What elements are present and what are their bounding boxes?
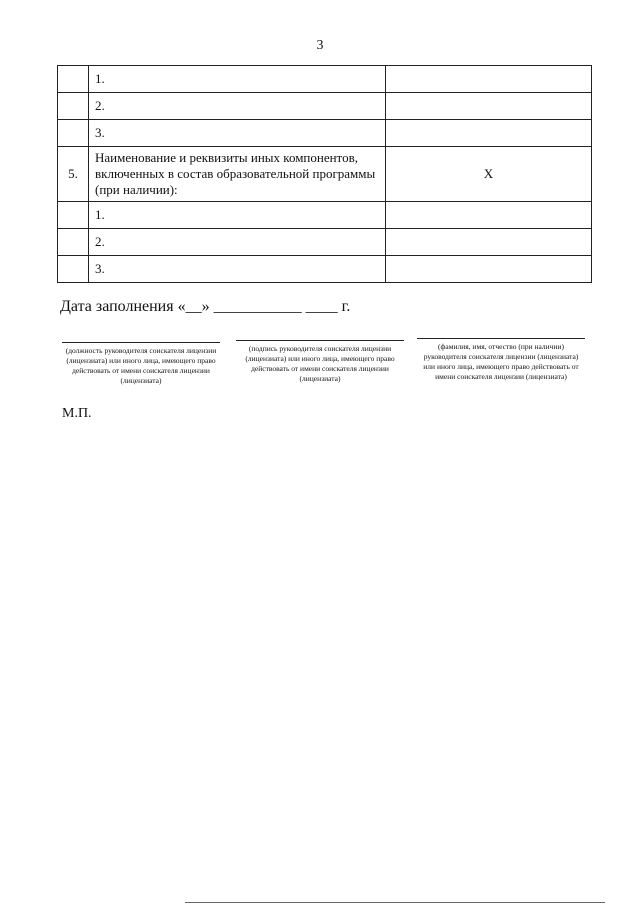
fill-date-line: Дата заполнения «__» ___________ ____ г. bbox=[60, 298, 351, 315]
row-text-cell: 2. bbox=[89, 93, 386, 120]
signature-caption: (фамилия, имя, отчество (при наличии) руководителя соискателя лицензии (лицензиата) или иного лица, имеющего право действовать от имени соискателя лицензии (лицензиата) bbox=[423, 342, 579, 381]
table-row bbox=[58, 202, 592, 229]
row-value-cell bbox=[386, 202, 592, 229]
signature-line bbox=[62, 342, 220, 343]
row-value-cell bbox=[386, 93, 592, 120]
row-number-cell bbox=[58, 93, 89, 120]
table-row bbox=[58, 93, 592, 120]
row-number-cell bbox=[58, 66, 89, 93]
row-value-cell bbox=[386, 256, 592, 283]
page-number: 3 bbox=[316, 38, 324, 53]
signature-block-sign bbox=[236, 340, 404, 384]
row-text-cell: 2. bbox=[89, 229, 386, 256]
table-row bbox=[58, 66, 592, 93]
table-row bbox=[58, 229, 592, 256]
row-number-cell bbox=[58, 229, 89, 256]
signature-line bbox=[417, 338, 585, 339]
signature-block-name bbox=[417, 338, 585, 382]
row-value-cell bbox=[386, 66, 592, 93]
stamp-place-label: М.П. bbox=[62, 406, 92, 421]
row-value-cell bbox=[386, 229, 592, 256]
signature-caption: (должность руководителя соискателя лицензии (лицензиата) или иного лица, имеющего право действовать от имени соискателя лицензии (лицензиата) bbox=[65, 346, 217, 385]
row-number-cell bbox=[58, 120, 89, 147]
bottom-divider bbox=[185, 902, 605, 903]
components-table bbox=[57, 65, 592, 283]
row-value-cell bbox=[386, 120, 592, 147]
row-value-cell: X bbox=[386, 147, 592, 202]
row-number-cell bbox=[58, 202, 89, 229]
signature-block-position bbox=[62, 342, 220, 386]
row-number-cell bbox=[58, 256, 89, 283]
row-text-cell: 3. bbox=[89, 120, 386, 147]
row-number-cell: 5. bbox=[58, 147, 89, 202]
table-row bbox=[58, 120, 592, 147]
row-text-cell: 1. bbox=[89, 202, 386, 229]
signature-caption: (подпись руководителя соискателя лицензии (лицензиата) или иного лица, имеющего право действовать от имени соискателя лицензии (лицензиата) bbox=[245, 344, 395, 383]
signature-line bbox=[236, 340, 404, 341]
row-text-cell: 3. bbox=[89, 256, 386, 283]
table-row bbox=[58, 147, 592, 202]
row-text-cell: Наименование и реквизиты иных компонентов, включенных в состав образовательной программы (при наличии): bbox=[89, 147, 386, 202]
table-row bbox=[58, 256, 592, 283]
row-text-cell: 1. bbox=[89, 66, 386, 93]
